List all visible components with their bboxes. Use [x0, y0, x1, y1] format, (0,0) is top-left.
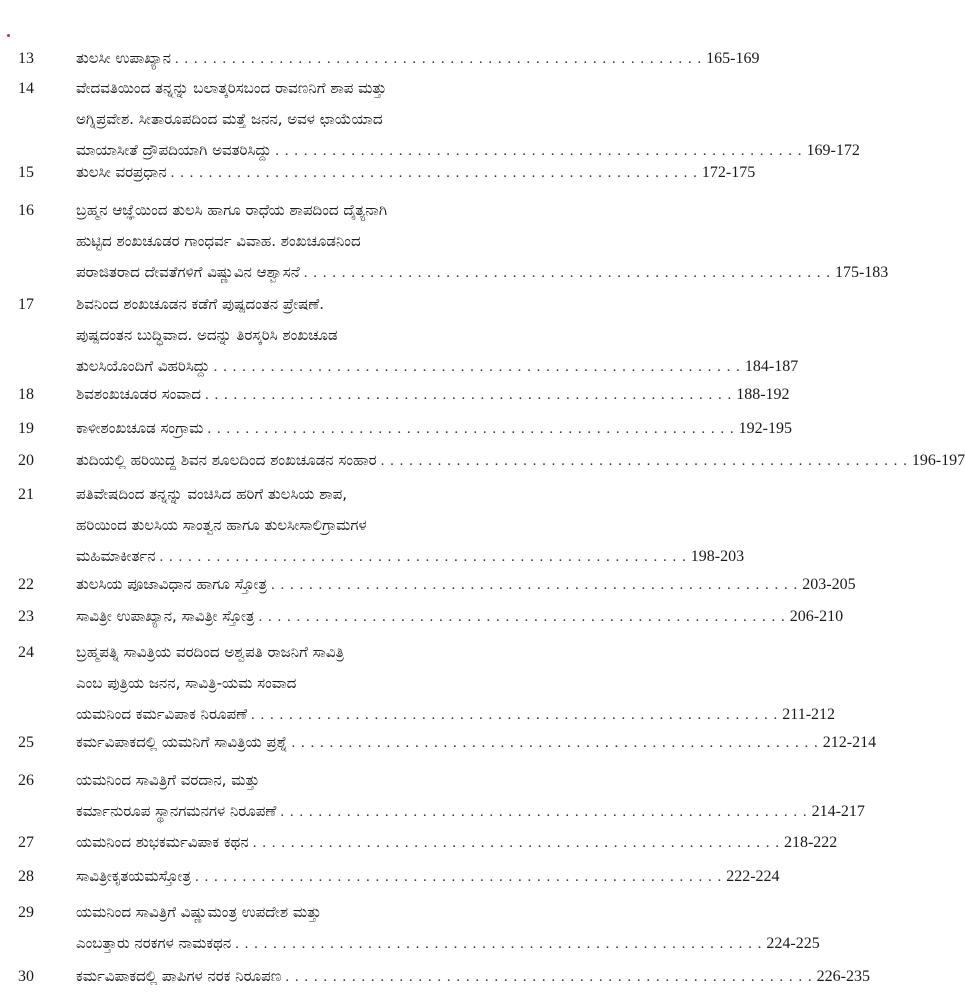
chapter-number: 18 — [18, 386, 34, 403]
entry-title-line — [76, 570, 856, 598]
entry-title-text: ತುಲಸೀ ವರಪ್ರಧಾನ — [76, 163, 167, 181]
entry-title-text: ಹುಟ್ಟಿದ ಶಂಖಚೂಡರ ಗಾಂಧರ್ವ ವಿವಾಹ. ಶಂಖಚೂಡನಿಂದ — [76, 232, 361, 250]
page-range: 212-214 — [822, 734, 877, 751]
leader-dots: . . . . . . . . . . . . . . . . . . . . . . . . . . . . . . . . . . . . . . . . . . . . . . . . . . . . . . . . — [380, 453, 908, 469]
leader-dots: . . . . . . . . . . . . . . . . . . . . . . . . . . . . . . . . . . . . . . . . . . . . . . . . . . . . . . . . — [204, 387, 733, 403]
entry-title-line — [76, 44, 760, 72]
leader-dots: . . . . . . . . . . . . . . . . . . . . . . . . . . . . . . . . . . . . . . . . . . . . . . . . . . . . . . . . — [170, 165, 698, 181]
leader-dots: . . . . . . . . . . . . . . . . . . . . . . . . . . . . . . . . . . . . . . . . . . . . . . . . . . . . . . . . — [207, 421, 735, 437]
entry-title-line — [76, 196, 580, 224]
chapter-number: 27 — [18, 834, 34, 851]
leader-dots: . . . . . . . . . . . . . . . . . . . . . . . . . . . . . . . . . . . . . . . . . . . . . . . . . . . . . . . . — [159, 549, 687, 565]
chapter-number: 26 — [18, 772, 34, 789]
entry-title-line — [76, 862, 780, 890]
entry-title-line — [76, 380, 790, 408]
entry-title-line — [76, 227, 580, 255]
entry-title-line — [76, 290, 580, 318]
entry-title-line — [76, 352, 799, 380]
chapter-number: 16 — [18, 202, 34, 219]
page-range: 198-203 — [690, 548, 745, 565]
entry-title-line — [76, 962, 870, 990]
entry-title-line — [76, 828, 838, 856]
chapter-number: 14 — [18, 80, 34, 97]
entry-title-text: ಪರಾಜಿತರಾದ ದೇವತೆಗಳಿಗೆ ವಿಷ್ಣುವಿನ ಆಶ್ವಾಸನೆ — [76, 263, 300, 281]
leader-dots: . . . . . . . . . . . . . . . . . . . . . . . . . . . . . . . . . . . . . . . . . . . . . . . . . . . . . . . . — [271, 577, 799, 593]
chapter-number: 19 — [18, 420, 34, 437]
entry-title-text: ಅಗ್ನಿಪ್ರವೇಶ. ಸೀತಾರೂಪದಿಂದ ಮತ್ತೆ ಜನನ, ಅವಳ ಛಾಯೆಯಾದ — [76, 110, 383, 128]
chapter-number: 25 — [18, 734, 34, 751]
entry-title-text: ತುದಿಯಲ್ಲಿ ಹರಿಯಿದ್ದ ಶಿವನ ಶೂಲದಿಂದ ಶಂಖಚೂಡನ ಸಂಹಾರ — [76, 451, 377, 469]
page-range: 175-183 — [834, 264, 889, 281]
chapter-number: 28 — [18, 868, 34, 885]
leader-dots: . . . . . . . . . . . . . . . . . . . . . . . . . . . . . . . . . . . . . . . . . . . . . . . . . . . . . . . . — [213, 359, 741, 375]
chapter-number: 20 — [18, 452, 34, 469]
page-range: 203-205 — [802, 576, 856, 593]
entry-title-text: ತುಲಸಿಯ ಪೂಜಾವಿಧಾನ ಹಾಗೂ ಸ್ತೋತ್ರ — [76, 575, 267, 593]
page-range: 192-195 — [738, 420, 792, 437]
leader-dots: . . . . . . . . . . . . . . . . . . . . . . . . . . . . . . . . . . . . . . . . . . . . . . . . . . . . . . . . — [258, 609, 786, 625]
page-range: 211-212 — [782, 706, 836, 723]
page-range: 224-225 — [766, 935, 820, 952]
entry-title-text: ಕರ್ಮವಿಪಾಕದಲ್ಲಿ ಪಾಪಿಗಳ ನರಕ ನಿರೂಪಣ — [76, 967, 282, 985]
page-range: 206-210 — [789, 608, 844, 625]
entry-title-text: ಬ್ರಹ್ಮನ ಆಜ್ಞೆಯಿಂದ ತುಲಸಿ ಹಾಗೂ ರಾಧೆಯ ಶಾಪದಿಂದ ದೈತ್ಯನಾಗಿ — [76, 201, 388, 219]
page-range: 214-217 — [811, 803, 865, 820]
chapter-number: 23 — [18, 608, 34, 625]
entry-title-line — [76, 414, 792, 442]
leader-dots: . . . . . . . . . . . . . . . . . . . . . . . . . . . . . . . . . . . . . . . . . . . . . . . . . . . . . . . . — [275, 143, 803, 159]
chapter-number: 29 — [18, 904, 34, 921]
entry-title-line — [76, 669, 580, 697]
page-range: 169-172 — [806, 142, 860, 159]
entry-title-line — [76, 700, 836, 728]
entry-title-text: ವೇದವತಿಯಿಂದ ತನ್ನನ್ನು ಬಲಾತ್ಕರಿಸಬಂದ ರಾವಣನಿಗೆ ಶಾಪ ಮತ್ತು — [76, 79, 387, 97]
leader-dots: . . . . . . . . . . . . . . . . . . . . . . . . . . . . . . . . . . . . . . . . . . . . . . . . . . . . . . . . — [251, 707, 779, 723]
entry-title-text: ಯಮನಿಂದ ಕರ್ಮವಿಪಾಕ ನಿರೂಪಣೆ — [76, 705, 248, 723]
page-range: 172-175 — [701, 164, 756, 181]
entry-title-text: ಕಾಳೀಶಂಖಚೂಡ ಸಂಗ್ರಾಮ — [76, 419, 204, 437]
entry-title-text: ಯಮನಿಂದ ಸಾವಿತ್ರಿಗೆ ವರದಾನ, ಮತ್ತು — [76, 771, 260, 789]
leader-dots: . . . . . . . . . . . . . . . . . . . . . . . . . . . . . . . . . . . . . . . . . . . . . . . . . . . . . . . . — [303, 265, 831, 281]
leader-dots: . . . . . . . . . . . . . . . . . . . . . . . . . . . . . . . . . . . . . . . . . . . . . . . . . . . . . . . . — [280, 804, 808, 820]
leader-dots: . . . . . . . . . . . . . . . . . . . . . . . . . . . . . . . . . . . . . . . . . . . . . . . . . . . . . . . . — [194, 869, 723, 885]
chapter-number: 13 — [18, 50, 34, 67]
page-range: 184-187 — [744, 358, 799, 375]
entry-title-text: ತುಲಸೀ ಉಪಾಖ್ಯಾನ — [76, 49, 171, 67]
entry-title-text: ಕರ್ಮವಿಪಾಕದಲ್ಲಿ ಯಮನಿಗೆ ಸಾವಿತ್ರಿಯ ಪ್ರಶ್ನೆ — [76, 733, 288, 751]
page-range: 218-222 — [783, 834, 838, 851]
entry-title-text: ಎಂಬ ಪುತ್ರಿಯ ಜನನ, ಸಾವಿತ್ರಿ-ಯಮ ಸಂವಾದ — [76, 674, 297, 692]
entry-title-line — [76, 638, 580, 666]
entry-title-text: ತುಲಸಿಯೊಂದಿಗೆ ವಿಹರಿಸಿದ್ದು — [76, 357, 210, 375]
entry-title-line — [76, 542, 745, 570]
page-range: 188-192 — [736, 386, 790, 403]
entry-title-text: ಬ್ರಹ್ಮಪತ್ನಿ ಸಾವಿತ್ರಿಯ ವರದಿಂದ ಅಶ್ವಪತಿ ರಾಜನಿಗೆ ಸಾವಿತ್ರಿ — [76, 643, 345, 661]
chapter-number: 30 — [18, 968, 34, 985]
entry-title-line — [76, 321, 580, 349]
entry-title-line — [76, 158, 756, 186]
leader-dots: . . . . . . . . . . . . . . . . . . . . . . . . . . . . . . . . . . . . . . . . . . . . . . . . . . . . . . . . — [174, 51, 703, 67]
leader-dots: . . . . . . . . . . . . . . . . . . . . . . . . . . . . . . . . . . . . . . . . . . . . . . . . . . . . . . . . — [285, 969, 813, 985]
chapter-number: 15 — [18, 164, 34, 181]
entry-title-text: ಶಿವಶಂಖಚೂಡರ ಸಂವಾದ — [76, 385, 201, 403]
entry-title-text: ಹರಿಯಿಂದ ತುಲಸಿಯ ಸಾಂತ್ವನ ಹಾಗೂ ತುಲಸೀಸಾಲಿಗ್ರಾಮಗಳ — [76, 516, 367, 534]
chapter-number: 24 — [18, 644, 34, 661]
entry-title-text: ಪುಷ್ಪದಂತನ ಬುದ್ಧಿವಾದ. ಅದನ್ನು ತಿರಸ್ಕರಿಸಿ ಶಂಖಚೂಡ — [76, 326, 338, 344]
entry-title-line — [76, 898, 580, 926]
entry-title-text: ಸಾವಿತ್ರೀ ಉಪಾಖ್ಯಾನ, ಸಾವಿತ್ರೀ ಸ್ತೋತ್ರ — [76, 607, 255, 625]
chapter-number: 17 — [18, 296, 34, 313]
entry-title-line — [76, 258, 889, 286]
chapter-number: 22 — [18, 576, 34, 593]
leader-dots: . . . . . . . . . . . . . . . . . . . . . . . . . . . . . . . . . . . . . . . . . . . . . . . . . . . . . . . . — [235, 936, 763, 952]
page-range: 196-197 — [911, 452, 965, 469]
entry-title-line — [76, 105, 580, 133]
entry-title-text: ಕರ್ಮಾನುರೂಪ ಸ್ಥಾನಗಮನಗಳ ನಿರೂಪಣೆ — [76, 802, 277, 820]
entry-title-text: ಪತಿವೇಷದಿಂದ ತನ್ನನ್ನು ವಂಚಿಸಿದ ಹರಿಗೆ ತುಲಸಿಯ ಶಾಪ, — [76, 485, 348, 503]
entry-title-text: ಮಹಿಮಾಕೀರ್ತನ — [76, 547, 156, 565]
leader-dots: . . . . . . . . . . . . . . . . . . . . . . . . . . . . . . . . . . . . . . . . . . . . . . . . . . . . . . . . — [291, 735, 819, 751]
entry-title-line — [76, 728, 877, 756]
ink-dot — [7, 34, 10, 37]
entry-title-text: ಸಾವಿತ್ರೀಕೃತಯಮಸ್ತೋತ್ರ — [76, 867, 191, 885]
chapter-number: 21 — [18, 486, 34, 503]
entry-title-line — [76, 602, 844, 630]
entry-title-line — [76, 480, 580, 508]
entry-title-line — [76, 766, 580, 794]
page-range: 222-224 — [726, 868, 780, 885]
page-range: 226-235 — [816, 968, 870, 985]
entry-title-line — [76, 929, 820, 957]
page-range: 165-169 — [706, 50, 760, 67]
entry-title-text: ಯಮನಿಂದ ಸಾವಿತ್ರಿಗೆ ವಿಷ್ಣುಮಂತ್ರ ಉಪದೇಶ ಮತ್ತು — [76, 903, 322, 921]
entry-title-text: ಯಮನಿಂದ ಶುಭಕರ್ಮವಿಪಾಕ ಕಥನ — [76, 833, 249, 851]
leader-dots: . . . . . . . . . . . . . . . . . . . . . . . . . . . . . . . . . . . . . . . . . . . . . . . . . . . . . . . . — [252, 835, 780, 851]
entry-title-line — [76, 797, 865, 825]
entry-title-line — [76, 511, 580, 539]
entry-title-line — [76, 446, 965, 474]
entry-title-text: ಎಂಬತ್ತಾರು ನರಕಗಳ ನಾಮಕಥನ — [76, 934, 232, 952]
entry-title-line — [76, 74, 580, 102]
entry-title-text: ಮಾಯಾಸೀತೆ ದ್ರೌಪದಿಯಾಗಿ ಅವತರಿಸಿದ್ದು — [76, 141, 272, 159]
entry-title-text: ಶಿವನಿಂದ ಶಂಖಚೂಡನ ಕಡೆಗೆ ಪುಷ್ಪದಂತನ ಪ್ರೇಷಣೆ. — [76, 295, 324, 313]
